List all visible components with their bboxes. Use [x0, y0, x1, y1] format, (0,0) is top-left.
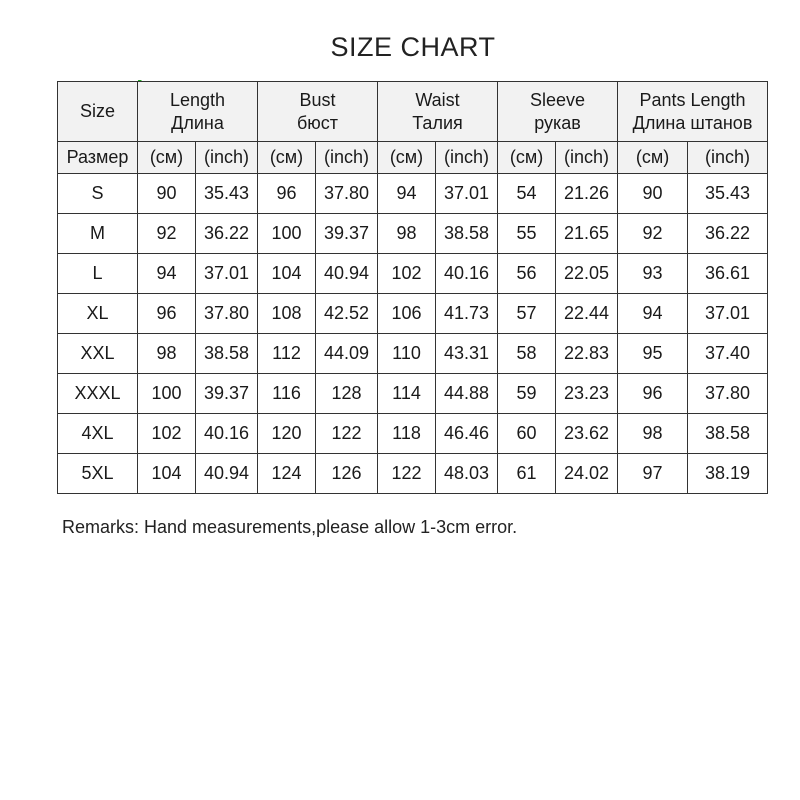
value-inch-cell: 21.65 — [556, 214, 618, 254]
unit-cm: (см) — [618, 142, 688, 174]
value-cm-cell: 122 — [378, 454, 436, 494]
value-cm-cell: 120 — [258, 414, 316, 454]
value-inch-cell: 126 — [316, 454, 378, 494]
value-inch-cell: 41.73 — [436, 294, 498, 334]
value-cm-cell: 95 — [618, 334, 688, 374]
unit-cm: (см) — [498, 142, 556, 174]
value-cm-cell: 100 — [258, 214, 316, 254]
length-header-ru: Длина — [171, 112, 224, 133]
size-ru-header: Размер — [58, 142, 138, 174]
value-cm-cell: 58 — [498, 334, 556, 374]
value-cm-cell: 116 — [258, 374, 316, 414]
value-cm-cell: 94 — [138, 254, 196, 294]
value-inch-cell: 38.58 — [196, 334, 258, 374]
value-inch-cell: 37.01 — [688, 294, 768, 334]
table-row — [58, 294, 768, 334]
value-inch-cell: 128 — [316, 374, 378, 414]
value-cm-cell: 96 — [138, 294, 196, 334]
waist-header — [378, 82, 498, 142]
value-cm-cell: 92 — [618, 214, 688, 254]
bust-header-ru: бюст — [296, 112, 339, 133]
value-inch-cell: 44.88 — [436, 374, 498, 414]
value-cm-cell: 100 — [138, 374, 196, 414]
value-cm-cell: 96 — [258, 174, 316, 214]
page-title: SIZE CHART — [330, 32, 496, 62]
value-cm-cell: 90 — [138, 174, 196, 214]
table-row — [58, 454, 768, 494]
size-cell: M — [58, 214, 138, 254]
value-inch-cell: 35.43 — [196, 174, 258, 214]
size-cell: XL — [58, 294, 138, 334]
value-inch-cell: 37.80 — [688, 374, 768, 414]
value-cm-cell: 112 — [258, 334, 316, 374]
value-cm-cell: 104 — [138, 454, 196, 494]
value-cm-cell: 90 — [618, 174, 688, 214]
value-inch-cell: 38.19 — [688, 454, 768, 494]
remarks-text: Remarks: Hand measurements,please allow 1-3cm error. — [62, 517, 518, 537]
bust-header-en: Bust — [299, 90, 336, 110]
value-inch-cell: 21.26 — [556, 174, 618, 214]
value-inch-cell: 40.16 — [436, 254, 498, 294]
value-cm-cell: 94 — [378, 174, 436, 214]
sleeve-header-en: Sleeve — [530, 90, 586, 110]
value-inch-cell: 39.37 — [196, 374, 258, 414]
value-cm-cell: 55 — [498, 214, 556, 254]
value-inch-cell: 37.01 — [436, 174, 498, 214]
value-inch-cell: 23.62 — [556, 414, 618, 454]
unit-cm: (см) — [378, 142, 436, 174]
table-header-row — [58, 82, 768, 142]
value-cm-cell: 114 — [378, 374, 436, 414]
unit-inch: (inch) — [316, 142, 378, 174]
value-cm-cell: 96 — [618, 374, 688, 414]
value-inch-cell: 37.80 — [316, 174, 378, 214]
size-cell: L — [58, 254, 138, 294]
sleeve-header — [498, 82, 618, 142]
value-cm-cell: 110 — [378, 334, 436, 374]
value-cm-cell: 108 — [258, 294, 316, 334]
unit-inch: (inch) — [556, 142, 618, 174]
value-cm-cell: 94 — [618, 294, 688, 334]
waist-header-en: Waist — [415, 90, 460, 110]
value-cm-cell: 61 — [498, 454, 556, 494]
value-cm-cell: 57 — [498, 294, 556, 334]
unit-inch: (inch) — [196, 142, 258, 174]
value-inch-cell: 23.23 — [556, 374, 618, 414]
value-cm-cell: 97 — [618, 454, 688, 494]
value-inch-cell: 36.61 — [688, 254, 768, 294]
value-inch-cell: 40.94 — [196, 454, 258, 494]
table-units-row — [58, 142, 768, 174]
size-header: Size — [58, 82, 138, 142]
value-inch-cell: 37.01 — [196, 254, 258, 294]
table-row — [58, 174, 768, 214]
pants-length-header-ru: Длина штанов — [632, 112, 753, 133]
table-row — [58, 214, 768, 254]
value-cm-cell: 104 — [258, 254, 316, 294]
unit-cm: (см) — [138, 142, 196, 174]
pants-length-header-en: Pants Length — [639, 90, 746, 110]
value-cm-cell: 106 — [378, 294, 436, 334]
table-row — [58, 254, 768, 294]
size-cell: 5XL — [58, 454, 138, 494]
value-inch-cell: 44.09 — [316, 334, 378, 374]
value-cm-cell: 60 — [498, 414, 556, 454]
value-inch-cell: 48.03 — [436, 454, 498, 494]
value-cm-cell: 124 — [258, 454, 316, 494]
unit-cm: (см) — [258, 142, 316, 174]
pants-length-header — [618, 82, 768, 142]
value-inch-cell: 40.94 — [316, 254, 378, 294]
value-inch-cell: 37.80 — [196, 294, 258, 334]
value-inch-cell: 38.58 — [688, 414, 768, 454]
value-cm-cell: 98 — [378, 214, 436, 254]
value-cm-cell: 54 — [498, 174, 556, 214]
size-chart-table — [57, 81, 768, 494]
sleeve-header-ru: рукав — [534, 112, 581, 133]
value-inch-cell: 22.83 — [556, 334, 618, 374]
table-row — [58, 414, 768, 454]
value-inch-cell: 24.02 — [556, 454, 618, 494]
unit-inch: (inch) — [688, 142, 768, 174]
value-cm-cell: 102 — [378, 254, 436, 294]
length-header — [138, 82, 258, 142]
bust-header — [258, 82, 378, 142]
value-inch-cell: 38.58 — [436, 214, 498, 254]
table-row — [58, 334, 768, 374]
value-inch-cell: 42.52 — [316, 294, 378, 334]
table-row — [58, 374, 768, 414]
value-cm-cell: 98 — [138, 334, 196, 374]
value-inch-cell: 43.31 — [436, 334, 498, 374]
value-cm-cell: 102 — [138, 414, 196, 454]
value-cm-cell: 56 — [498, 254, 556, 294]
value-inch-cell: 36.22 — [688, 214, 768, 254]
value-inch-cell: 35.43 — [688, 174, 768, 214]
size-cell: S — [58, 174, 138, 214]
value-cm-cell: 98 — [618, 414, 688, 454]
value-inch-cell: 22.05 — [556, 254, 618, 294]
size-cell: XXL — [58, 334, 138, 374]
value-cm-cell: 92 — [138, 214, 196, 254]
value-inch-cell: 36.22 — [196, 214, 258, 254]
length-header-en: Length — [169, 90, 226, 110]
value-cm-cell: 93 — [618, 254, 688, 294]
value-inch-cell: 40.16 — [196, 414, 258, 454]
value-cm-cell: 118 — [378, 414, 436, 454]
value-inch-cell: 39.37 — [316, 214, 378, 254]
value-inch-cell: 37.40 — [688, 334, 768, 374]
unit-inch: (inch) — [436, 142, 498, 174]
size-cell: 4XL — [58, 414, 138, 454]
size-cell: XXXL — [58, 374, 138, 414]
value-inch-cell: 22.44 — [556, 294, 618, 334]
waist-header-ru: Талия — [412, 112, 463, 133]
value-cm-cell: 59 — [498, 374, 556, 414]
value-inch-cell: 122 — [316, 414, 378, 454]
value-inch-cell: 46.46 — [436, 414, 498, 454]
